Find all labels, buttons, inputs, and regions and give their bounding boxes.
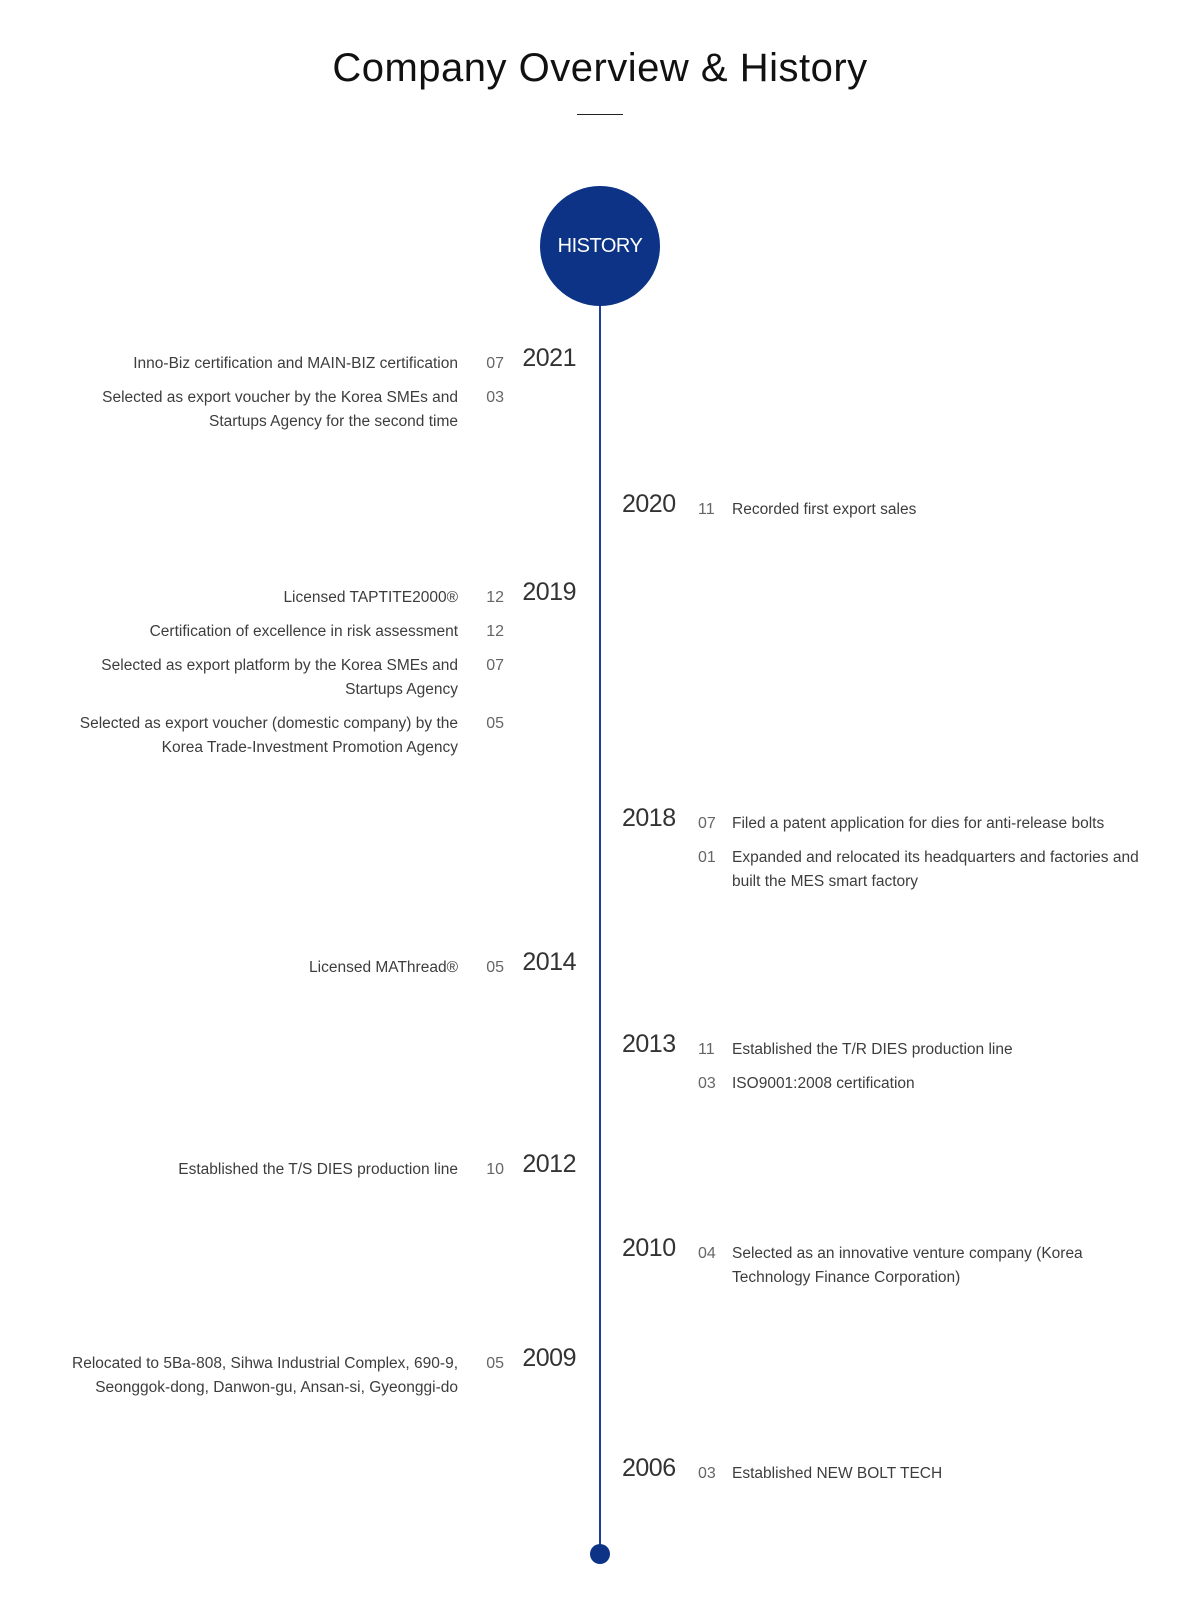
event-item — [40, 386, 504, 434]
event-month: 07 — [486, 657, 504, 674]
event-item — [40, 620, 504, 644]
event-item — [698, 1038, 1160, 1062]
timeline-end-dot — [590, 1544, 610, 1564]
event-desc: Established NEW BOLT TECH — [732, 1465, 943, 1482]
event-desc: Inno-Biz certification and MAIN-BIZ certification — [133, 355, 458, 372]
event-month: 12 — [486, 623, 504, 640]
year-label: 2012 — [522, 1150, 576, 1178]
page-title: Company Overview & History — [332, 46, 868, 90]
event-desc: Expanded and relocated its headquarters and factories and built the MES smart factory — [732, 849, 1139, 890]
event-month: 05 — [486, 715, 504, 732]
event-item — [40, 654, 504, 702]
event-desc: Selected as export voucher (domestic company) by the Korea Trade-Investment Promotion Agency — [79, 715, 458, 756]
event-month: 11 — [698, 1041, 715, 1058]
event-item — [698, 1072, 1160, 1096]
event-desc: Established the T/R DIES production line — [732, 1041, 1013, 1058]
event-desc: Selected as export platform by the Korea SMEs and Startups Agency — [101, 657, 458, 698]
event-month: 03 — [486, 389, 504, 406]
event-month: 05 — [486, 959, 504, 976]
year-block-2010 — [600, 1234, 1160, 1300]
year-block-2006 — [600, 1454, 1160, 1496]
year-block-2021 — [40, 344, 600, 444]
event-desc: Licensed TAPTITE2000® — [283, 589, 458, 606]
event-desc: ISO9001:2008 certification — [732, 1075, 915, 1092]
year-label: 2020 — [622, 490, 676, 518]
year-label: 2013 — [622, 1030, 676, 1058]
event-desc: Selected as an innovative venture company (Korea Technology Finance Corporation) — [732, 1245, 1083, 1286]
year-block-2020 — [600, 490, 1160, 532]
history-badge-label: HISTORY — [557, 234, 643, 257]
event-month: 07 — [698, 815, 716, 832]
event-desc: Filed a patent application for dies for anti-release bolts — [732, 815, 1105, 832]
year-block-2018 — [600, 804, 1160, 904]
year-label: 2010 — [622, 1234, 676, 1262]
event-month: 01 — [698, 849, 716, 866]
year-block-2009 — [40, 1344, 600, 1410]
event-item — [698, 812, 1160, 836]
event-month: 11 — [698, 501, 715, 518]
year-label: 2021 — [522, 344, 576, 372]
year-block-2012 — [40, 1150, 600, 1192]
event-desc: Recorded first export sales — [732, 501, 917, 518]
year-label: 2009 — [522, 1344, 576, 1372]
event-item — [40, 1158, 504, 1182]
year-label: 2018 — [622, 804, 676, 832]
year-label: 2006 — [622, 1454, 676, 1482]
year-label: 2014 — [522, 948, 576, 976]
year-block-2013 — [600, 1030, 1160, 1106]
event-month: 12 — [486, 589, 504, 606]
history-badge — [540, 186, 660, 306]
event-month: 05 — [486, 1355, 504, 1372]
event-month: 04 — [698, 1245, 716, 1262]
event-month: 07 — [486, 355, 504, 372]
event-item — [40, 586, 504, 610]
event-item — [698, 498, 1160, 522]
event-desc: Licensed MAThread® — [309, 959, 458, 976]
event-item — [40, 352, 504, 376]
event-month: 03 — [698, 1075, 716, 1092]
event-item — [40, 1352, 504, 1400]
event-item — [698, 1462, 1160, 1486]
event-item — [698, 1242, 1160, 1290]
event-item — [40, 956, 504, 980]
event-item — [698, 846, 1160, 894]
event-desc: Relocated to 5Ba-808, Sihwa Industrial Complex, 690-9, Seonggok-dong, Danwon-gu, Ansan-si, Gyeonggi-do — [72, 1355, 458, 1396]
year-block-2019 — [40, 578, 600, 770]
title-divider — [577, 114, 623, 115]
event-month: 03 — [698, 1465, 716, 1482]
year-block-2014 — [40, 948, 600, 990]
event-month: 10 — [486, 1161, 504, 1178]
event-desc: Established the T/S DIES production line — [178, 1161, 458, 1178]
event-desc: Certification of excellence in risk assessment — [149, 623, 458, 640]
year-label: 2019 — [522, 578, 576, 606]
event-desc: Selected as export voucher by the Korea SMEs and Startups Agency for the second time — [102, 389, 458, 430]
event-item — [40, 712, 504, 760]
